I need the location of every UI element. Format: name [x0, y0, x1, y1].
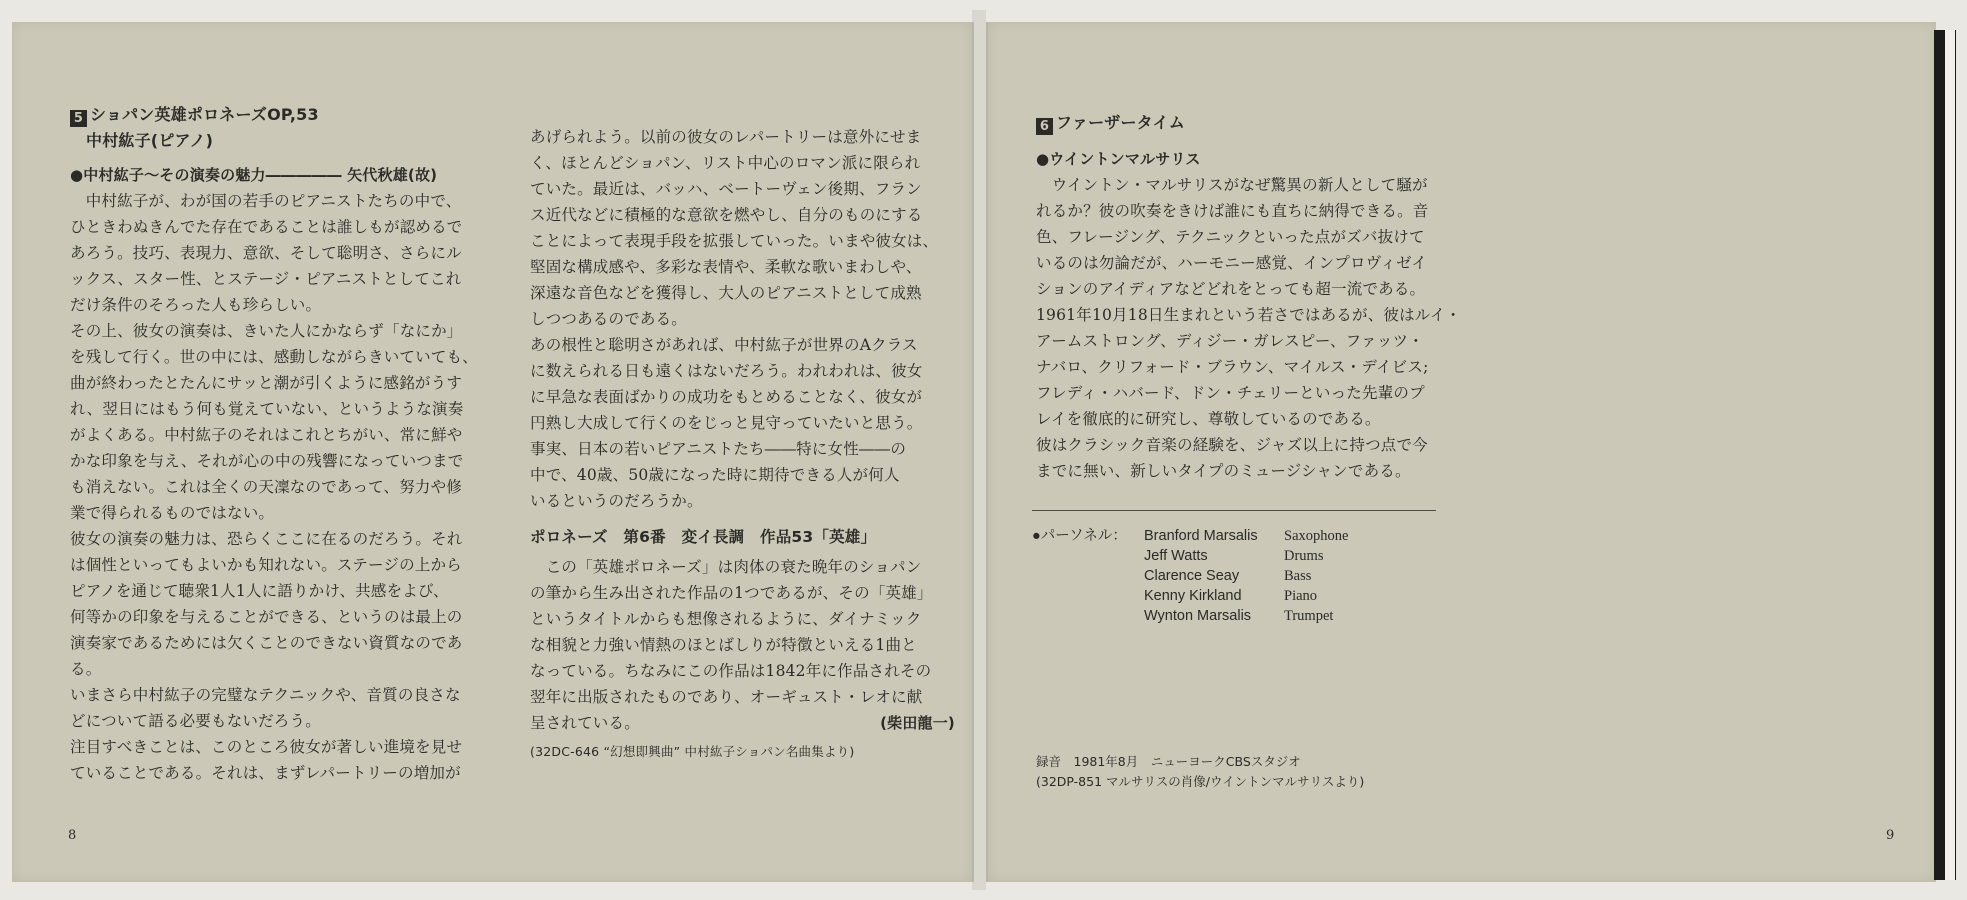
text-line: 業で得られるものではない。: [70, 504, 275, 522]
text-line: ピアノを通じて聴衆1人1人に語りかけ、共感をよび、: [70, 582, 449, 600]
text-line: ウイントン・マルサリスがなぜ驚異の新人として騒が: [1036, 176, 1428, 194]
left-column: [70, 102, 490, 786]
text-line: 呈されている。: [530, 714, 640, 732]
text-line: この「英雄ポロネーズ」は肉体の衰た晩年のショパン: [530, 558, 922, 576]
track-number-badge: 6: [1036, 118, 1053, 135]
instrument: Drums: [1284, 548, 1324, 564]
source-note: (32DC-646 “幻想即興曲” 中村紘子ショパン名曲集より): [530, 744, 855, 759]
track-title: ファーザータイム: [1056, 113, 1185, 132]
text-line: 堅固な構成感や、多彩な表情や、柔軟な歌いまわしや、: [530, 258, 922, 276]
text-line: レイを徹底的に研究し、尊敬しているのである。: [1036, 410, 1381, 428]
text-line: 演奏家であるためには欠くことのできない資質なのである。: [70, 634, 463, 678]
text-line: れ、翌日にはもう何も覚えていない、というような演奏: [70, 400, 464, 418]
text-line: な相貌と力強い情熱のほとばしりが特徴といえる1曲と: [530, 636, 917, 654]
book-gutter: [972, 10, 986, 890]
left-page: [12, 22, 974, 882]
page-number: 8: [68, 828, 77, 843]
text-line: ナバロ、クリフォード・ブラウン、マイルス・デイビス;: [1036, 358, 1429, 376]
text-line: あろう。技巧、表現力、意欲、そして聡明さ、さらにル: [70, 244, 462, 262]
text-line: しつつあるのである。: [530, 310, 688, 328]
text-line: 1961年10月18日生まれという若さではあるが、彼はルイ・: [1036, 306, 1462, 324]
text-line: どについて語る必要もないだろう。: [70, 712, 321, 730]
text-line: 曲が終わったとたんにサッと潮が引くように感銘がうす: [70, 374, 463, 392]
text-line: れるか？彼の吹奏をきけば誰にも直ちに納得できる。音: [1036, 202, 1429, 220]
text-line: いるというのだろうか。: [530, 492, 703, 510]
text-line: その上、彼女の演奏は、きいた人にかならず「なにか」: [70, 322, 463, 340]
text-line: ていることである。それは、まずレパートリーの増加が: [70, 764, 461, 782]
personnel-list: [1032, 526, 1392, 636]
text-line: フレディ・ハバード、ドン・チェリーといった先輩のプ: [1036, 384, 1425, 402]
text-line: 深遠な音色などを獲得し、大人のピアニストとして成熟: [530, 284, 922, 302]
personnel-row: [1144, 606, 1333, 626]
text-line: に早急な表面ばかりの成功をもとめることなく、彼女が: [530, 388, 923, 406]
right-column: [530, 124, 955, 762]
musician-name: Branford Marsalis: [1144, 528, 1258, 544]
instrument: Bass: [1284, 568, 1312, 584]
section-body: [530, 554, 955, 736]
essay-continued: [530, 124, 955, 514]
text-line: の筆から生み出された作品の1つであるが、その「英雄」: [530, 584, 933, 602]
text-line: 中村紘子が、わが国の若手のピアニストたちの中で、: [70, 192, 462, 210]
text-line: に数えられる日も遠くはないだろう。われわれは、彼女: [530, 362, 923, 380]
text-line: ションのアイディアなどどれをとっても超一流である。: [1036, 280, 1426, 298]
recording-date: 録音 1981年8月 ニューヨークCBSスタジオ: [1036, 754, 1301, 769]
personnel-row: [1144, 566, 1311, 586]
personnel-row: [1144, 526, 1348, 546]
text-line: あの根性と聡明さがあれば、中村紘子が世界のAクラス: [530, 336, 918, 354]
text-line: というタイトルからも想像されるように、ダイナミック: [530, 610, 922, 628]
performer-heading: ●ウイントンマルサリス: [1036, 150, 1201, 168]
text-line: ひときわぬきんでた存在であることは誰しもが認めるで: [70, 218, 463, 236]
text-line: も消えない。これは全くの天凜なのであって、努力や修: [70, 478, 463, 496]
personnel-row: [1144, 546, 1323, 566]
text-line: ことによって表現手段を拡張していった。いまや彼女は、: [530, 232, 939, 250]
instrument: Piano: [1284, 588, 1318, 604]
personnel-label: ●パーソネル：: [1032, 528, 1127, 544]
text-line: 彼はクラシック音楽の経験を、ジャズ以上に持つ点で今: [1036, 436, 1428, 454]
text-line: ックス、スター性、とステージ・ピアニストとしてこれ: [70, 270, 462, 288]
text-line: だけ条件のそろった人も珍らしい。: [70, 296, 322, 314]
text-line: く、ほとんどショパン、リスト中心のロマン派に限られ: [530, 154, 921, 172]
instrument: Saxophone: [1284, 528, 1349, 544]
text-line: 何等かの印象を与えることができる、というのは最上の: [70, 608, 463, 626]
right-page-column: [1036, 110, 1466, 484]
musician-name: Wynton Marsalis: [1144, 608, 1252, 624]
text-line: がよくある。中村紘子のそれはこれとちがい、常に鮮や: [70, 426, 463, 444]
essay-body: [70, 188, 490, 786]
text-line: 注目すべきことは、このところ彼女が著しい進境を見せ: [70, 738, 463, 756]
track-heading: [70, 102, 490, 128]
recording-info: [1036, 752, 1456, 792]
recording-source: (32DP-851 マルサリスの肖像/ウイントンマルサリスより): [1036, 774, 1365, 789]
text-line: あげられよう。以前の彼女のレパートリーは意外にせま: [530, 128, 922, 146]
instrument: Trumpet: [1284, 608, 1334, 624]
text-line: ス近代などに積極的な意欲を燃やし、自分のものにする: [530, 206, 923, 224]
performer-name: 中村紘子(ピアノ): [86, 131, 214, 150]
musician-name: Clarence Seay: [1144, 568, 1240, 584]
text-line: 円熟し大成して行くのをじっと見守っていたいと思う。: [530, 414, 923, 432]
text-line: かな印象を与え、それが心の中の残響になっていつまで: [70, 452, 464, 470]
text-line: 中で、40歳、50歳になった時に期待できる人が何人: [530, 466, 900, 484]
essay-body: [1036, 172, 1466, 484]
author-signature: (柴田龍一): [880, 714, 955, 732]
text-line: いるのは勿論だが、ハーモニー感覚、インプロヴィゼイ: [1036, 254, 1428, 272]
section-heading: ポロネーズ 第6番 変イ長調 作品53「英雄」: [530, 528, 877, 546]
musician-name: Jeff Watts: [1144, 548, 1208, 564]
personnel-row: [1144, 586, 1317, 606]
text-line: 彼女の演奏の魅力は、恐らくここに在るのだろう。それ: [70, 530, 463, 548]
text-line: アームストロング、ディジー・ガレスピー、ファッツ・: [1036, 332, 1424, 350]
essay-heading: ●中村紘子～その演奏の魅力――――― 矢代秋雄(故): [70, 166, 438, 184]
text-line: 色、フレージング、テクニックといった点がズバ抜けて: [1036, 228, 1425, 246]
track-heading: [1036, 110, 1466, 136]
right-page: [986, 22, 1936, 882]
text-line: は個性といってもよいかも知れない。ステージの上から: [70, 556, 462, 574]
book-edge-highlight: [1945, 30, 1955, 880]
text-line: を残して行く。世の中には、感動しながらきいていても、: [70, 348, 478, 366]
track-number-badge: 5: [70, 110, 87, 127]
text-line: なっている。ちなみにこの作品は1842年に作品されその: [530, 662, 932, 680]
musician-name: Kenny Kirkland: [1144, 588, 1242, 604]
text-line: までに無い、新しいタイプのミュージシャンである。: [1036, 462, 1411, 480]
text-line: いまさら中村紘子の完璧なテクニックや、音質の良さな: [70, 686, 461, 704]
track-title: ショパン英雄ポロネーズOP,53: [90, 105, 319, 124]
page-number: 9: [1886, 828, 1895, 843]
divider-rule: [1032, 510, 1436, 511]
text-line: 事実、日本の若いピアニストたち――特に女性――の: [530, 440, 907, 458]
text-line: 翌年に出版されたものであり、オーギュスト・レオに献: [530, 688, 923, 706]
text-line: ていた。最近は、バッハ、ベートーヴェン後期、フラン: [530, 180, 922, 198]
